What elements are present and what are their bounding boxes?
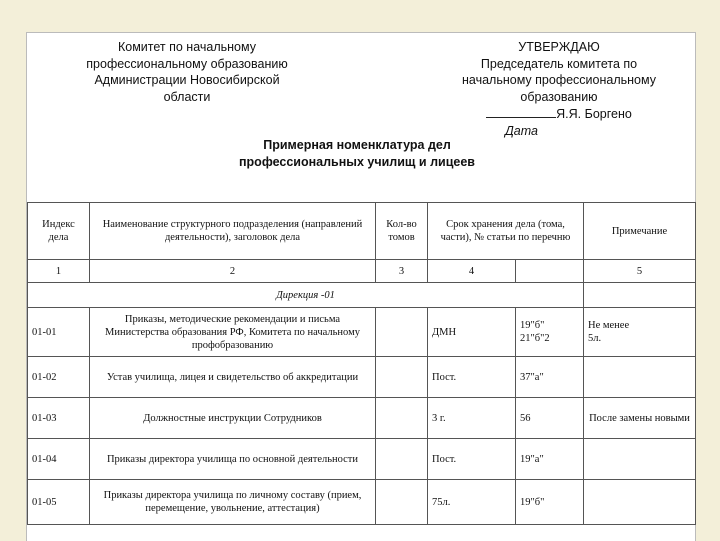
table-row	[28, 398, 696, 439]
cell-note	[584, 439, 696, 480]
document-title	[207, 137, 507, 170]
title-line: Примерная номенклатура дел	[263, 138, 451, 152]
table-row	[28, 308, 696, 357]
approver-line: образованию	[520, 89, 598, 104]
cell-note	[584, 308, 696, 357]
header-storage: Срок хранения дела (тома, части), № статьи по перечню	[428, 203, 584, 260]
column-number: 5	[584, 260, 696, 283]
cell-term: Пост.	[428, 357, 516, 398]
approver-line: Председатель комитета по	[480, 56, 638, 71]
section-row	[28, 283, 696, 308]
column-number: 4	[428, 260, 516, 283]
cell-index: 01-04	[28, 439, 90, 480]
table-header-row	[28, 203, 696, 260]
nomenclature-table	[27, 202, 696, 525]
title-line: профессиональных училищ и лицеев	[239, 154, 475, 169]
cell-term: 3 г.	[428, 398, 516, 439]
approver-line: начальному профессиональному	[461, 73, 656, 87]
table-row	[28, 439, 696, 480]
column-number: 2	[90, 260, 376, 283]
column-number: 1	[28, 260, 90, 283]
date-label: Дата	[505, 123, 538, 138]
cell-index: 01-01	[28, 308, 90, 357]
section-blank	[584, 283, 696, 308]
cell-name: Приказы, методические рекомендации и письма Министерства образования РФ, Комитета по начальному профобразованию	[90, 308, 376, 357]
header-name: Наименование структурного подразделения (направлений деятельности), заголовок дела	[90, 203, 376, 260]
cell-count	[376, 398, 428, 439]
org-line: Комитет по начальному	[117, 40, 256, 54]
signature-blank	[486, 105, 556, 118]
cell-article: 37"а"	[516, 357, 584, 398]
cell-note	[584, 480, 696, 525]
article-line: 21"б"2	[520, 333, 550, 344]
cell-index: 01-05	[28, 480, 90, 525]
note-line: 5л.	[588, 333, 602, 344]
cell-index: 01-03	[28, 398, 90, 439]
cell-term: ДМН	[428, 308, 516, 357]
cell-count	[376, 480, 428, 525]
cell-name: Должностные инструкции Сотрудников	[90, 398, 376, 439]
cell-note	[584, 357, 696, 398]
cell-name: Приказы директора училища по основной деятельности	[90, 439, 376, 480]
cell-count	[376, 357, 428, 398]
signature-line	[439, 105, 679, 123]
cell-article: 19"а"	[516, 439, 584, 480]
cell-name: Устав училища, лицея и свидетельство об аккредитации	[90, 357, 376, 398]
note-line: Не менее	[588, 320, 630, 331]
article-line: 19"б"	[520, 320, 545, 331]
table-row	[28, 357, 696, 398]
cell-count	[376, 308, 428, 357]
cell-count	[376, 439, 428, 480]
organization-block	[67, 39, 307, 105]
header-index: Индекс дела	[28, 203, 90, 260]
cell-note: После замены новыми	[584, 398, 696, 439]
cell-term: Пост.	[428, 439, 516, 480]
cell-article	[516, 308, 584, 357]
header-count: Кол-во томов	[376, 203, 428, 260]
column-number-row	[28, 260, 696, 283]
header-note: Примечание	[584, 203, 696, 260]
cell-article: 19"б"	[516, 480, 584, 525]
org-line: области	[163, 89, 211, 104]
approval-block	[439, 39, 679, 139]
cell-article: 56	[516, 398, 584, 439]
column-number: 3	[376, 260, 428, 283]
approve-heading: УТВЕРЖДАЮ	[518, 40, 600, 54]
org-line: профессиональному образованию	[86, 56, 288, 71]
org-line: Администрации Новосибирской	[94, 73, 280, 87]
section-title: Дирекция -01	[28, 283, 584, 308]
cell-name: Приказы директора училища по личному составу (прием, перемещение, увольнение, аттестация)	[90, 480, 376, 525]
cell-term: 75л.	[428, 480, 516, 525]
column-number-blank	[516, 260, 584, 283]
document-page	[26, 32, 696, 541]
signer-name: Я.Я. Боргено	[556, 107, 632, 121]
table-row	[28, 480, 696, 525]
cell-index: 01-02	[28, 357, 90, 398]
